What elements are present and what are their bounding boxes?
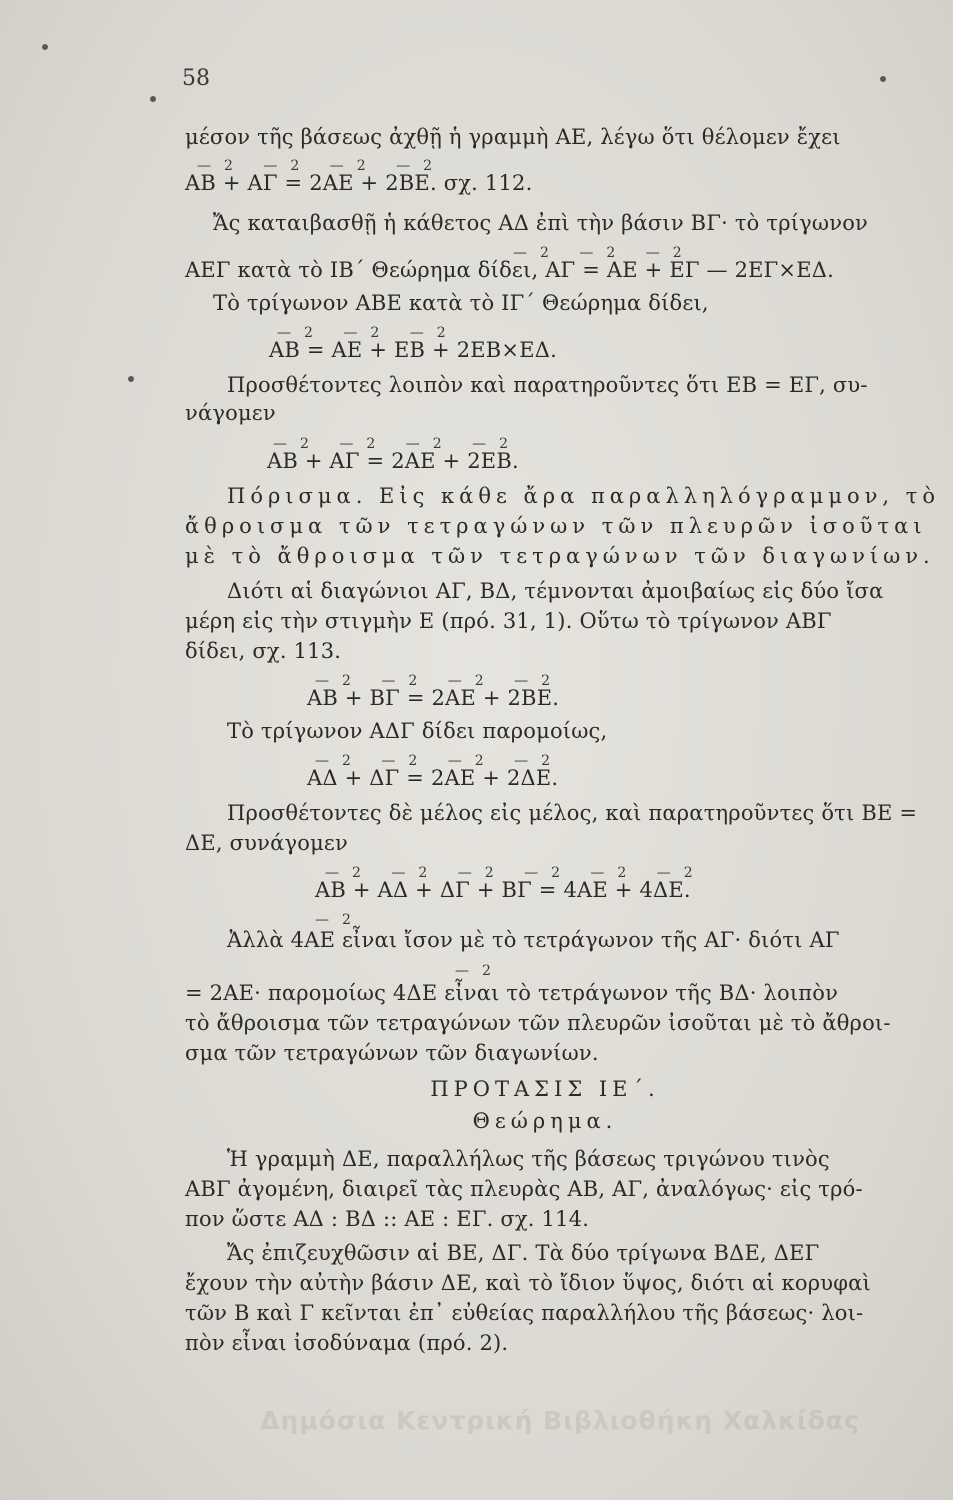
page-number: 58 (182, 66, 210, 91)
formula-line: ΑΔ + ΔΓ = 2ΑΕ + 2ΔΕ. (307, 766, 559, 790)
text-line: Ἡ γραμμὴ ΔΕ, παραλλήλως τῆς βάσεως τριγώνου τινὸς (227, 1147, 830, 1171)
superscript-line: —2 —2 —2 —2 (197, 158, 445, 174)
superscript-line: —2 —2 —2 —2 —2 —2 (325, 865, 706, 881)
formula-line: ΑΒ = ΑΕ + ΕΒ + 2ΕΒ×ΕΔ. (269, 338, 557, 362)
ink-speck (880, 76, 886, 82)
formula-line: ΑΒ + ΑΓ = 2ΑΕ + 2ΒΕ. σχ. 112. (185, 171, 533, 195)
text-line: πὸν εἶναι ἰσοδύναμα (πρό. 2). (185, 1331, 509, 1355)
library-watermark: Δημόσια Κεντρική Βιβλιοθήκη Χαλκίδας (260, 1406, 860, 1435)
text-line: δίδει, σχ. 113. (185, 639, 342, 663)
superscript-line: —2 —2 —2 (513, 245, 695, 261)
superscript-line: —2 (315, 912, 364, 928)
superscript-line: —2 —2 —2 —2 (315, 673, 563, 689)
theorem-heading: Θεώρημα. (472, 1109, 618, 1133)
formula-line: ΑΒ + ΒΓ = 2ΑΕ + 2ΒΕ. (307, 686, 560, 710)
text-line: μέσον τῆς βάσεως ἀχθῇ ἡ γραμμὴ ΑΕ, λέγω ὅτι θέλομεν ἔχει (185, 125, 841, 149)
text-line: Τὸ τρίγωνον ΑΒΕ κατὰ τὸ ΙΓ΄ Θεώρημα δίδει, (213, 291, 709, 315)
ink-speck (128, 376, 134, 382)
text-line: Προσθέτοντες λοιπὸν καὶ παρατηροῦντες ὅτι ΕΒ = ΕΓ, συ- (227, 373, 868, 397)
corollary-heading-line: Πόρισμα. Εἰς κάθε ἄρα παραλληλόγραμμον, τὸ (227, 484, 940, 508)
text-line: Τὸ τρίγωνον ΑΔΓ δίδει παρομοίως, (227, 719, 608, 743)
formula-line: ΑΒ + ΑΓ = 2ΑΕ + 2ΕΒ. (267, 449, 519, 473)
text-line: μέρη εἰς τὴν στιγμὴν Ε (πρό. 31, 1). Οὕτω τὸ τρίγωνον ΑΒΓ (185, 609, 832, 633)
superscript-line: —2 —2 —2 (277, 325, 459, 341)
superscript-line: —2 —2 —2 —2 (273, 436, 521, 452)
text-line: Ἄς ἐπιζευχθῶσιν αἱ ΒΕ, ΔΓ. Τὰ δύο τρίγωνα ΒΔΕ, ΔΕΓ (227, 1241, 820, 1265)
ink-speck (42, 44, 48, 50)
text-line: ἔχουν τὴν αὐτὴν βάσιν ΔΕ, καὶ τὸ ἴδιον ὕψος, διότι αἱ κορυφαὶ (185, 1271, 871, 1295)
ink-speck (150, 96, 156, 102)
text-line: τῶν Β καὶ Γ κεῖνται ἐπ᾿ εὐθείας παραλλήλου τῆς βάσεως· λοι- (185, 1301, 864, 1325)
text-line: Ἄς καταιβασθῇ ἡ κάθετος ΑΔ ἐπὶ τὴν βάσιν ΒΓ· τὸ τρίγωνον (213, 211, 869, 235)
proposition-heading: ΠΡΟΤΑΣΙΣ ΙΕ΄. (430, 1077, 660, 1101)
text-line: ΑΕΓ κατὰ τὸ ΙΒ΄ Θεώρημα δίδει, ΑΓ = ΑΕ + ΕΓ — 2ΕΓ×ΕΔ. (185, 258, 834, 282)
text-line: ΑΒΓ ἀγομένη, διαιρεῖ τὰς πλευρὰς ΑΒ, ΑΓ, ἀναλόγως· εἰς τρό- (185, 1177, 863, 1201)
text-line: σμα τῶν τετραγώνων τῶν διαγωνίων. (185, 1041, 599, 1065)
text-line: = 2ΑΕ· παρομοίως 4ΔΕ εἶναι τὸ τετράγωνον τῆς ΒΔ· λοιπὸν (185, 981, 839, 1005)
superscript-line: —2 —2 —2 —2 (315, 753, 563, 769)
text-line: μὲ τὸ ἄθροισμα τῶν τετραγώνων τῶν διαγωνίων. (185, 544, 935, 568)
text-line: Ἀλλὰ 4ΑΕ εἶναι ἴσον μὲ τὸ τετράγωνον τῆς ΑΓ· διότι ΑΓ (227, 928, 840, 952)
text-line: ΔΕ, συνάγομεν (185, 831, 348, 855)
text-line: Προσθέτοντες δὲ μέλος εἰς μέλος, καὶ παρατηροῦντες ὅτι ΒΕ = (227, 801, 918, 825)
text-line: ἄθροισμα τῶν τετραγώνων τῶν πλευρῶν ἰσοῦται (185, 514, 927, 538)
text-line: Διότι αἱ διαγώνιοι ΑΓ, ΒΔ, τέμνονται ἀμοιβαίως εἰς δύο ἴσα (227, 579, 884, 603)
formula-line: ΑΒ + ΑΔ + ΔΓ + ΒΓ = 4ΑΕ + 4ΔΕ. (315, 878, 691, 902)
text-line: νάγομεν (185, 401, 276, 425)
text-line: τὸ ἄθροισμα τῶν τετραγώνων τῶν πλευρῶν ἰσοῦται μὲ τὸ ἄθροι- (185, 1011, 891, 1035)
superscript-line: —2 (455, 963, 504, 979)
text-line: πον ὥστε ΑΔ : ΒΔ :: ΑΕ : ΕΓ. σχ. 114. (185, 1207, 590, 1231)
